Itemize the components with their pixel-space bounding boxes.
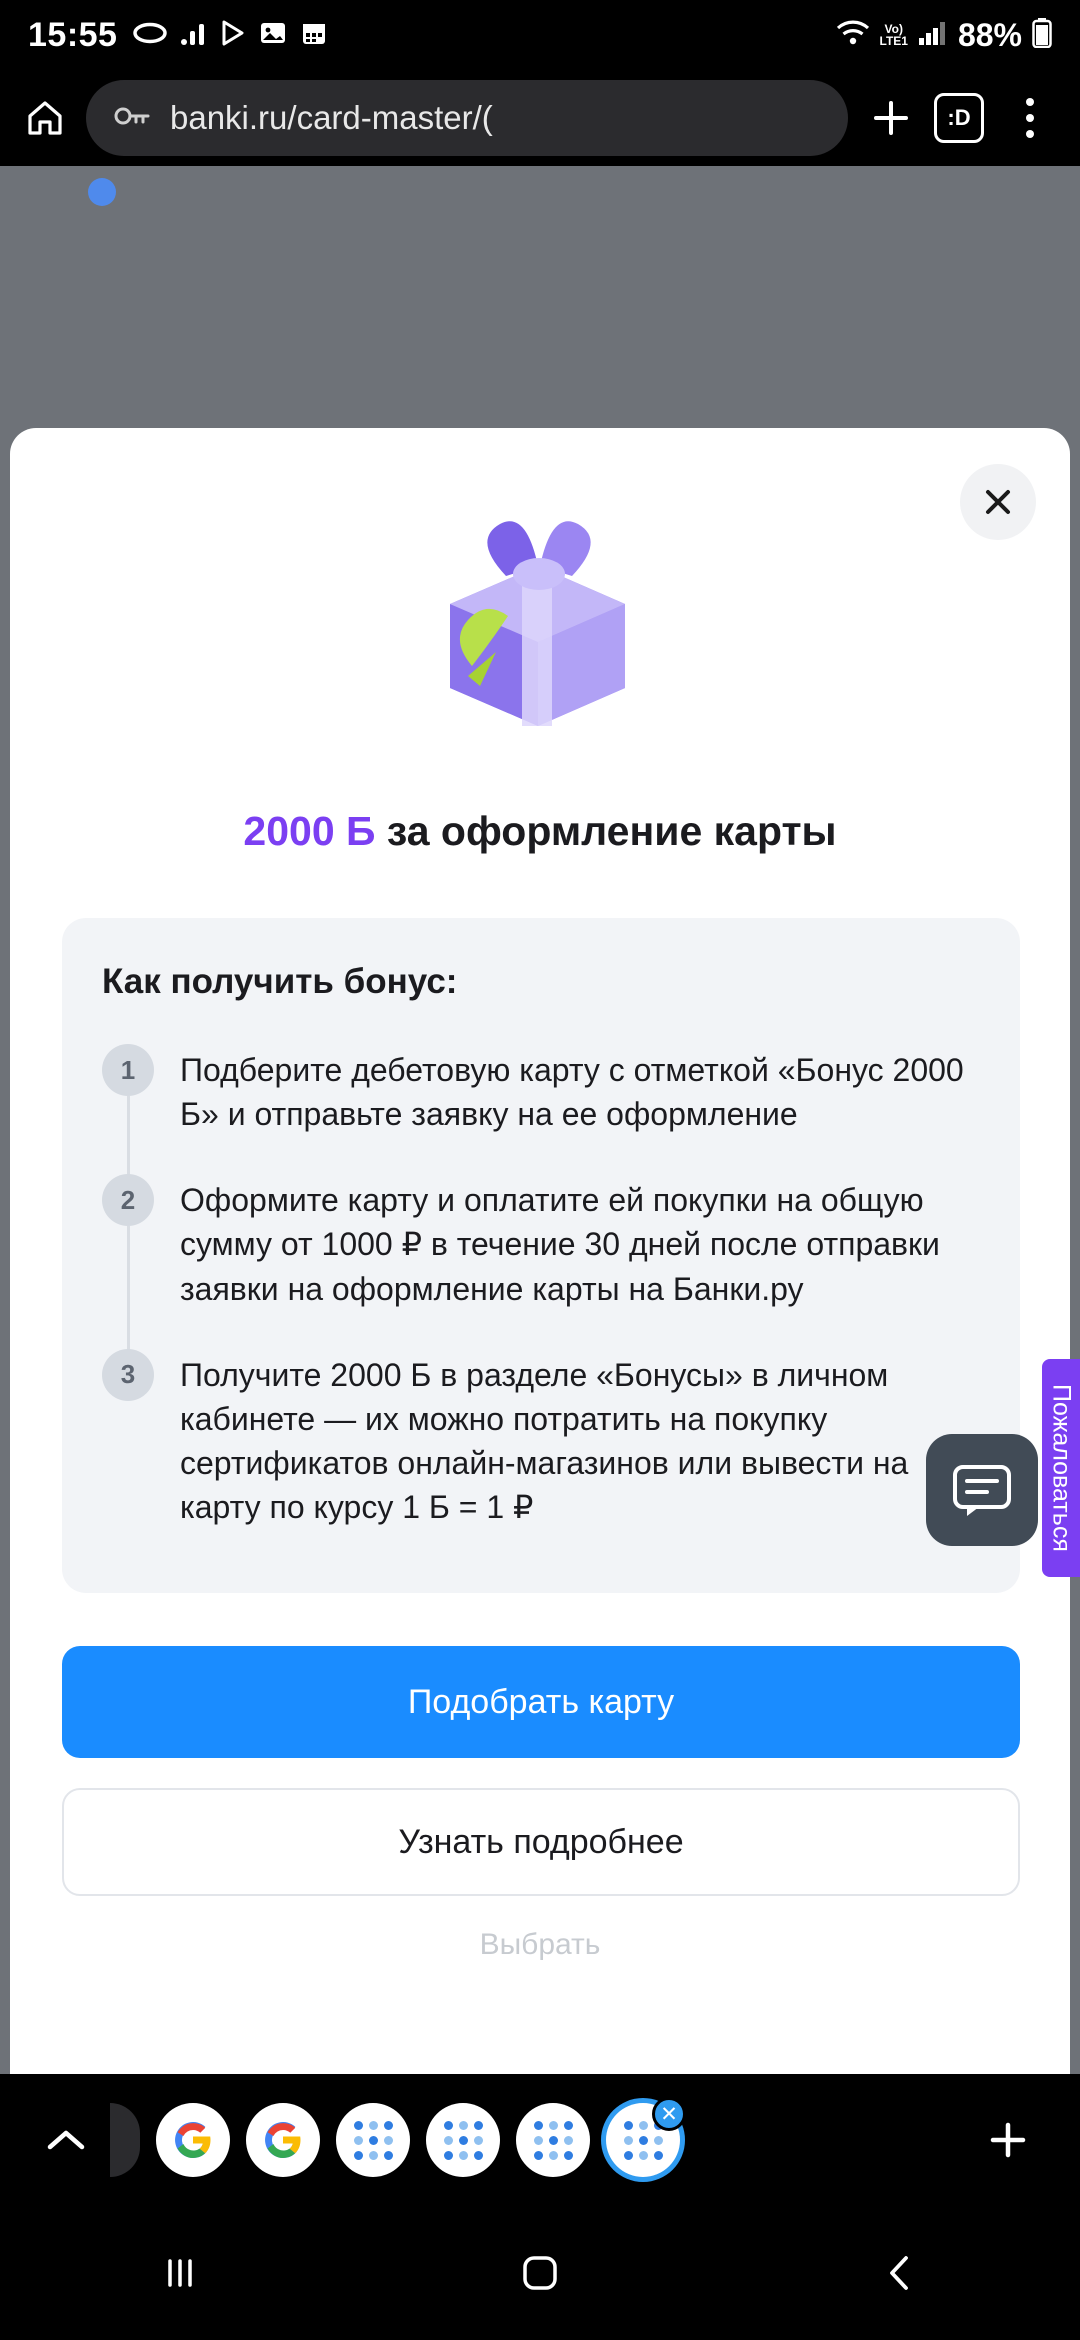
list-item <box>102 1044 980 1174</box>
how-to-card <box>62 918 1020 1593</box>
list-item <box>102 1349 980 1530</box>
step-connector <box>127 1096 130 1180</box>
learn-more-button[interactable]: Узнать подробнее <box>62 1788 1020 1896</box>
new-tab-plus-icon[interactable] <box>966 2115 1050 2165</box>
status-bar-right <box>836 17 1053 54</box>
browser-toolbar <box>0 70 1080 166</box>
headline-accent: 2000 Б <box>243 808 376 854</box>
home-square-icon[interactable] <box>440 2206 640 2340</box>
bonus-modal-sheet <box>10 428 1070 2228</box>
volte-bottom-label: LTE1 <box>879 34 908 48</box>
dots-grid-icon <box>354 2121 393 2160</box>
illustration-wrap <box>10 476 1070 726</box>
status-bar <box>0 0 1080 70</box>
volte-top-label: Vo) <box>884 22 903 36</box>
list-item <box>102 1174 980 1348</box>
page-title <box>10 808 1070 855</box>
new-tab-plus-icon[interactable] <box>866 93 916 143</box>
wifi-icon <box>836 20 870 51</box>
site-info-icon[interactable] <box>112 101 152 136</box>
address-bar[interactable] <box>86 80 848 156</box>
web-page-backdrop <box>0 166 1080 2074</box>
select-card-button[interactable]: Подобрать карту <box>62 1646 1020 1758</box>
image-icon <box>259 20 287 51</box>
step-number: 1 <box>102 1044 154 1096</box>
chat-bubble-icon[interactable] <box>926 1434 1038 1546</box>
status-clock: 15:55 <box>28 15 118 54</box>
tab-item-partial[interactable] <box>110 2103 140 2177</box>
cellular-icon <box>918 20 948 51</box>
system-nav-bar <box>0 2206 1080 2340</box>
tab-item-banki-3[interactable] <box>516 2103 590 2177</box>
tab-item-google-2[interactable] <box>246 2103 320 2177</box>
battery-percent-label: 88% <box>957 16 1022 53</box>
overflow-menu-icon[interactable] <box>1002 94 1058 142</box>
url-text: banki.ru/card-master/( <box>170 99 493 136</box>
tab-strip <box>0 2074 1080 2206</box>
complaint-side-tab[interactable] <box>1042 1359 1080 1577</box>
signal-bars-icon <box>181 21 207 50</box>
step-connector <box>127 1226 130 1354</box>
step-text: Оформите карту и оплатите ей покупки на общую сумму от 1000 ₽ в течение 30 дней после отправки заявки на оформление карты на Банки.ру <box>180 1182 940 1307</box>
tab-list <box>102 2103 966 2177</box>
tab-item-banki-active[interactable] <box>606 2103 680 2177</box>
status-bar-left <box>28 16 327 55</box>
tab-item-banki-1[interactable] <box>336 2103 410 2177</box>
play-icon <box>221 20 245 51</box>
volte-icon <box>880 23 908 47</box>
how-to-title: Как получить бонус: <box>102 962 458 1001</box>
back-chevron-icon[interactable] <box>800 2206 1000 2340</box>
calendar-icon <box>301 20 327 51</box>
battery-icon <box>1032 18 1052 53</box>
headline-rest: за оформление карты <box>375 808 837 854</box>
close-icon[interactable]: ✕ <box>652 2097 686 2131</box>
steps-list <box>102 1044 980 1529</box>
step-number: 2 <box>102 1174 154 1226</box>
dots-grid-icon <box>444 2121 483 2160</box>
status-notification-icons <box>133 20 327 51</box>
tab-switcher-button[interactable] <box>934 93 984 143</box>
complaint-label: Пожаловаться <box>1047 1384 1076 1552</box>
step-text: Подберите дебетовую карту с отметкой «Бонус 2000 Б» и отправьте заявку на ее оформление <box>180 1052 964 1133</box>
tab-item-banki-2[interactable] <box>426 2103 500 2177</box>
oval-icon <box>133 22 167 49</box>
tab-item-google-1[interactable] <box>156 2103 230 2177</box>
dots-grid-icon <box>534 2121 573 2160</box>
tab-count-label: :D <box>934 93 984 143</box>
gift-box-icon <box>410 476 670 731</box>
step-text: Получите 2000 Б в разделе «Бонусы» в личном кабинете — их можно потратить на покупку сертификатов онлайн-магазинов или вывести на карту по курсу 1 Б = 1 ₽ <box>180 1356 909 1526</box>
step-number: 3 <box>102 1349 154 1401</box>
chevron-up-icon[interactable] <box>30 2125 102 2155</box>
home-icon[interactable] <box>22 95 68 141</box>
obscured-page-text: Выбрать <box>479 1928 601 1961</box>
page-dot-decoration <box>88 178 116 206</box>
recents-icon[interactable] <box>80 2206 280 2340</box>
